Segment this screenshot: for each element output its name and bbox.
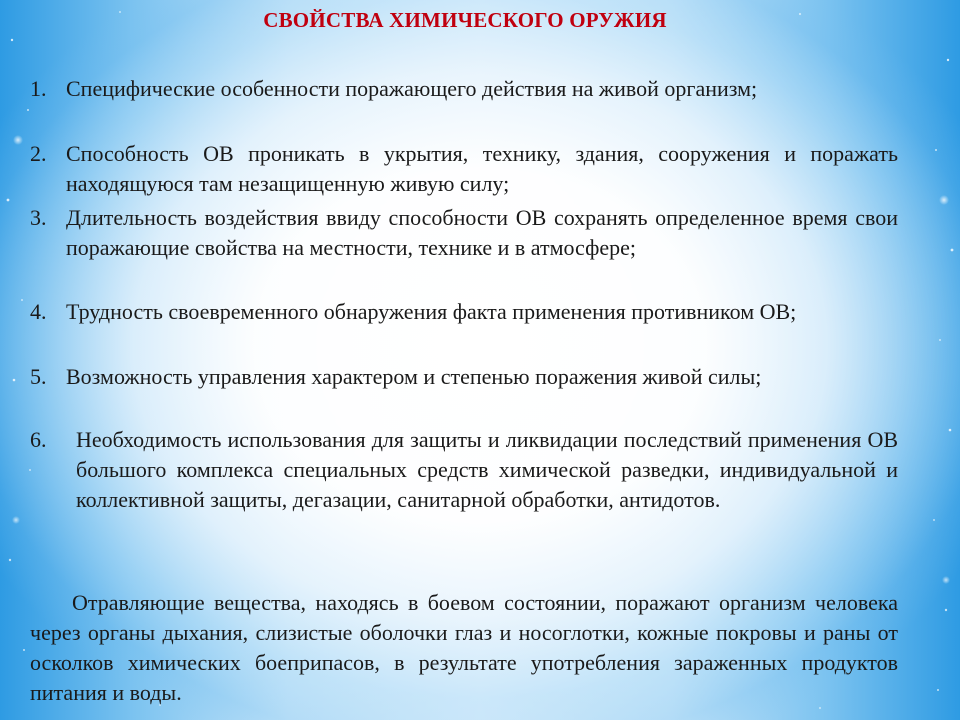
- list-item-1: [30, 74, 898, 134]
- list-item-3: [30, 203, 898, 293]
- list-item-number: 5.: [30, 364, 47, 389]
- list-item-text: Способность ОВ проникать в укрытия, технику, здания, сооружения и поражать находящуюся там незащищенную живую силу;: [66, 141, 898, 196]
- list-item-number: 6.: [30, 427, 47, 452]
- summary-paragraph: Отравляющие вещества, находясь в боевом состоянии, поражают организм человека через органы дыхания, слизистые оболочки глаз и носоглотки, кожные покровы и раны от осколков химических боеприпасов, в результате употребления зараженных продуктов питания и воды.: [30, 590, 898, 705]
- list-item-2: [30, 139, 898, 199]
- list-item-text: Специфические особенности поражающего действия на живой организм;: [66, 76, 758, 101]
- list-item-number: 3.: [30, 205, 47, 230]
- list-item-4: [30, 297, 898, 357]
- list-item-6: [30, 425, 898, 545]
- list-item-number: 1.: [30, 76, 47, 101]
- list-item-text: Возможность управления характером и степенью поражения живой силы;: [66, 364, 762, 389]
- list-item-text: Необходимость использования для защиты и ликвидации последствий применения ОВ большого комплекса специальных средств химической разведки, индивидуальной и коллективной защиты, дегазации, санитарной обработки, антидотов.: [76, 427, 898, 512]
- slide-title: СВОЙСТВА ХИМИЧЕСКОГО ОРУЖИЯ: [263, 8, 667, 32]
- list-item-text: Трудность своевременного обнаружения факта применения противником ОВ;: [66, 299, 797, 324]
- list-item-number: 4.: [30, 299, 47, 324]
- list-item-number: 2.: [30, 141, 47, 166]
- list-item-5: [30, 362, 898, 422]
- list-item-text: Длительность воздействия ввиду способности ОВ сохранять определенное время свои поражающие свойства на местности, технике и в атмосфере;: [66, 205, 898, 260]
